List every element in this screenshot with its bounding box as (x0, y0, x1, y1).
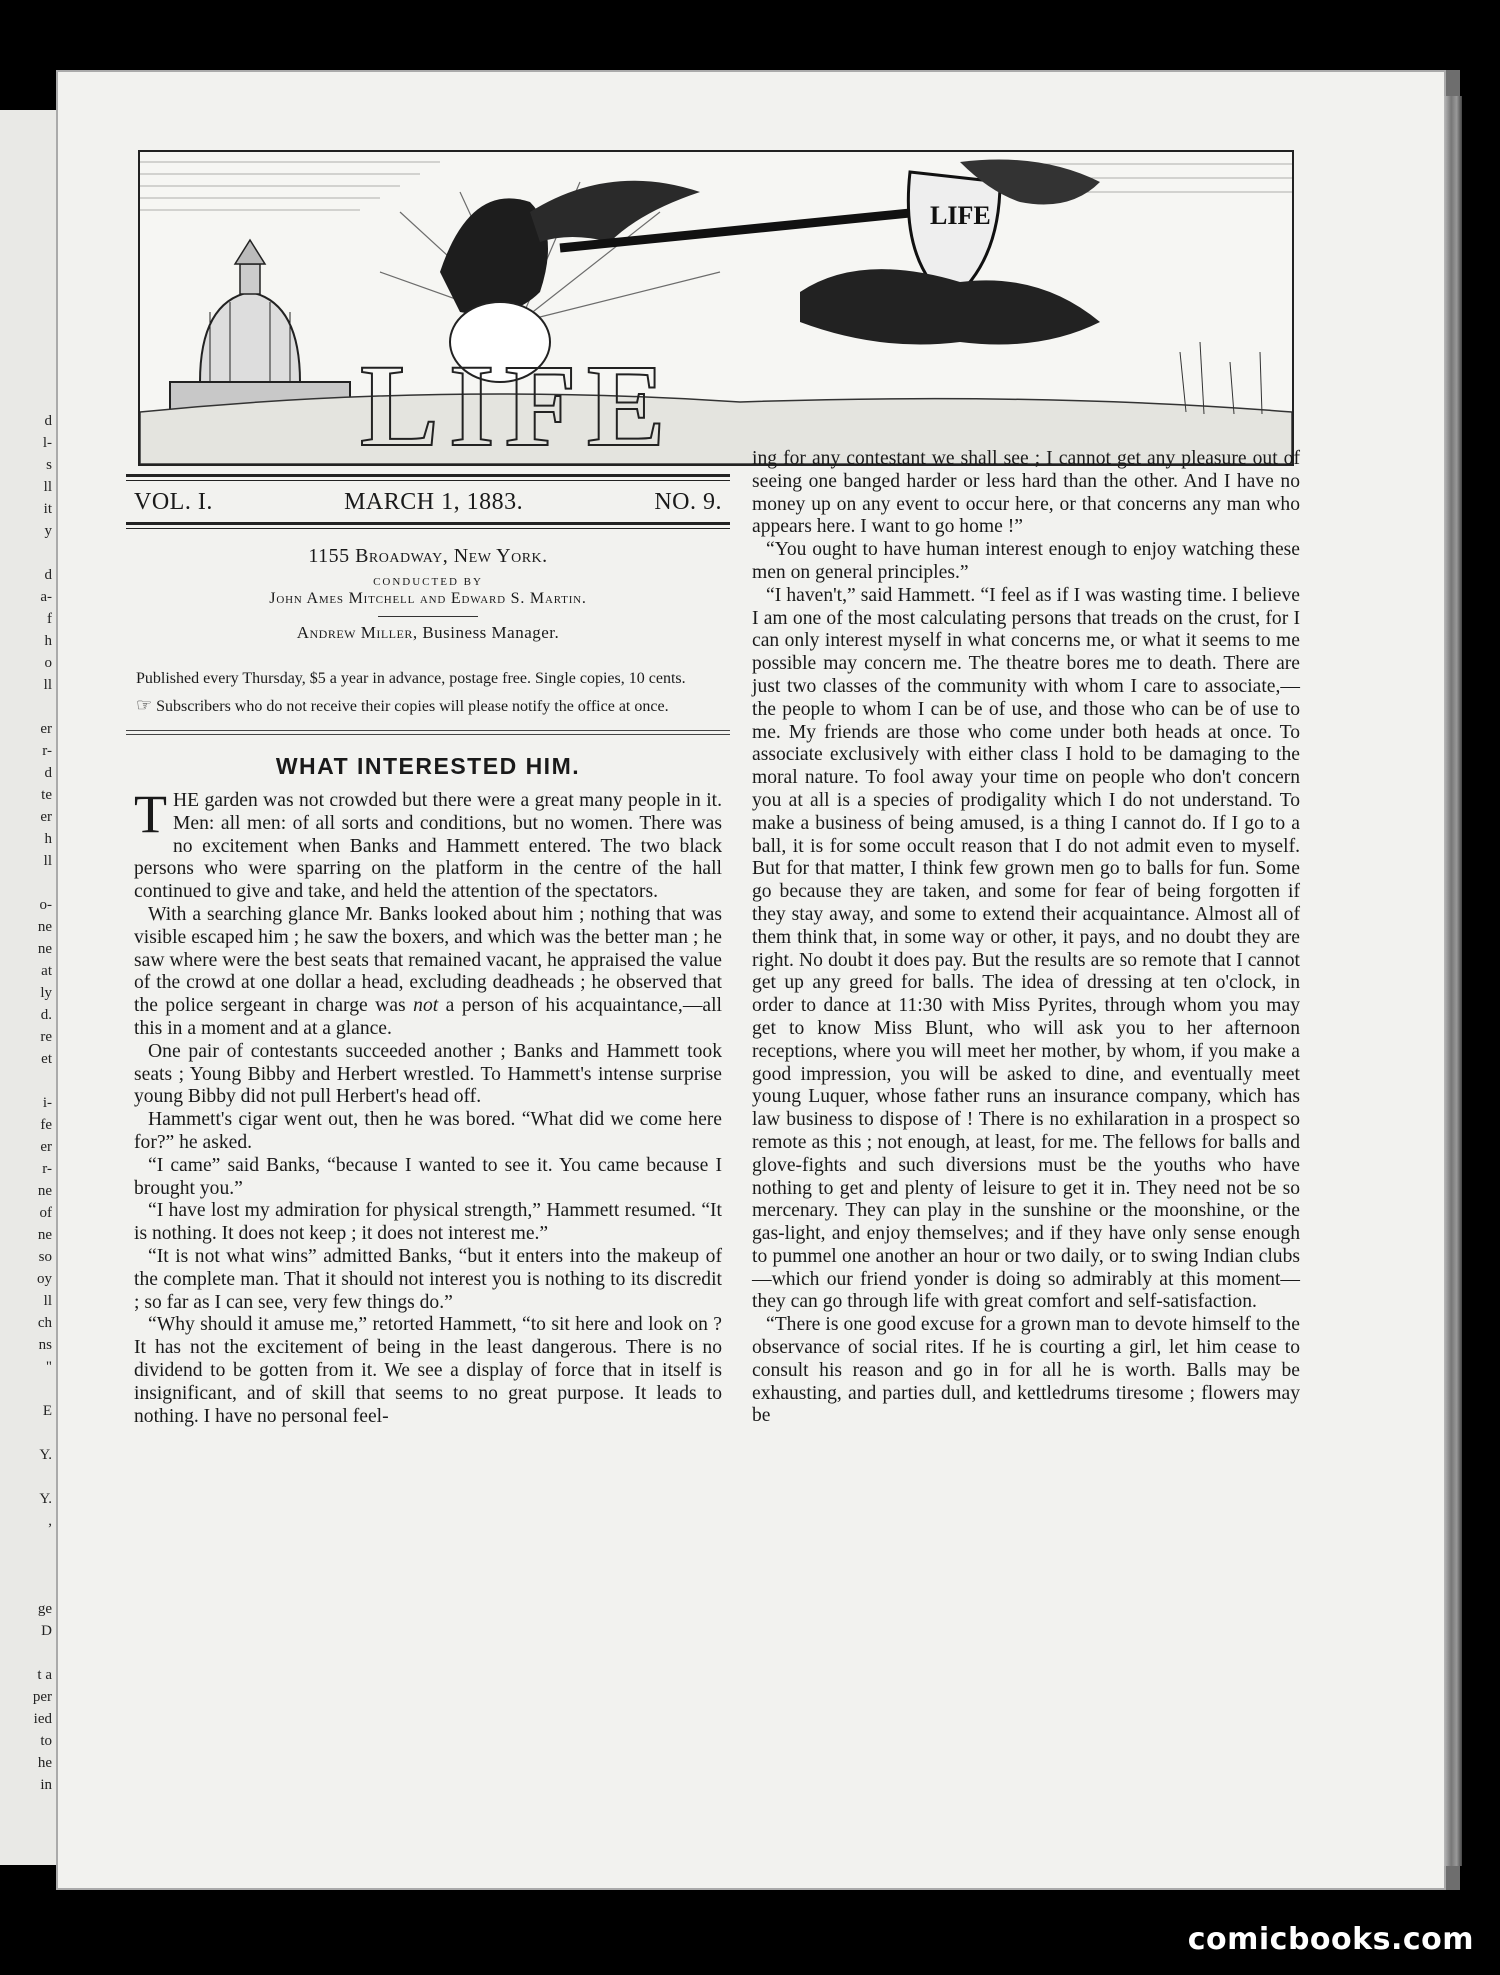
watermark: comicbooks.com (1187, 1922, 1474, 1957)
facing-page-fragment: ll (43, 1293, 52, 1309)
facing-page-fragment: d. (40, 1007, 52, 1023)
subscription-notice (136, 669, 720, 716)
page-stack-edge (1444, 96, 1462, 1866)
paragraph: THE garden was not crowded but there were a great many people in it. Men: all men: of all sorts and conditions, but no women. There was no excitement when Banks and Hammett entered. The two black persons who were sparring on the platform in the centre of the hall continued to give and take, and held the attention of the spectators. (134, 784, 722, 903)
paragraph: “There is one good excuse for a grown man to devote himself to the observance of social rites. If he is courting a girl, let him cease to consult his reason and go in for all he is worth. Balls may be exhausting, and parties dull, and kettledrums tiresome ; flowers may be (752, 1314, 1300, 1427)
article-body-right (752, 448, 1300, 1428)
business-manager (126, 623, 730, 643)
facing-page-fragment: to (40, 1733, 52, 1749)
facing-page-fragment: D (41, 1623, 52, 1639)
facing-page-fragment: ied (33, 1711, 52, 1727)
facing-page-fragment: ge (37, 1601, 52, 1617)
drop-cap: T (134, 784, 167, 844)
facing-page-fragment: oy (37, 1271, 52, 1287)
facing-page-fragment: so (38, 1249, 52, 1265)
facing-page-fragment: ll (43, 479, 52, 495)
issue-number: NO. 9. (654, 489, 722, 515)
facing-page-fragment: ns (38, 1337, 52, 1353)
facing-page-fragment: ly (40, 985, 52, 1001)
facing-page-fragment: d (44, 765, 52, 781)
paragraph: “I have lost my admiration for physical strength,” Hammett resumed. “It is nothing. It does not keep ; it does not interest me.” (134, 1200, 722, 1245)
publication-terms: Published every Thursday, $5 a year in advance, postage free. Single copies, 10 cents. (136, 670, 686, 687)
address: 1155 Broadway, New York. (308, 545, 548, 567)
facing-page-fragment: fe (40, 1117, 52, 1133)
issue-line (126, 481, 730, 522)
facing-page-fragment: h (44, 831, 52, 847)
rule (126, 474, 730, 481)
paragraph: “You ought to have human interest enough to enjoy watching these men on general principles.” (752, 539, 1300, 583)
facing-page-fragment: s (46, 457, 52, 473)
facing-page-fragment: f (47, 611, 52, 627)
facing-page-fragment: E (42, 1403, 52, 1419)
facing-page-fragment: l- (42, 435, 52, 451)
volume: VOL. I. (134, 489, 213, 515)
facing-page-fragment: d (44, 567, 52, 583)
issue-date: MARCH 1, 1883. (344, 489, 524, 515)
facing-page-fragment: d (44, 413, 52, 429)
rule (126, 522, 730, 529)
facing-page-fragment: y (44, 523, 52, 539)
facing-page-fragment: in (40, 1777, 52, 1793)
facing-page-fragment: ll (43, 853, 52, 869)
facing-page-fragment: ch (37, 1315, 52, 1331)
facing-page-fragment: ne (37, 941, 52, 957)
article-body-left (126, 784, 730, 1428)
facing-page-fragment: er (40, 809, 52, 825)
manager-title: Business Manager. (417, 623, 560, 642)
rule (126, 730, 730, 735)
facing-page-fragment: h (44, 633, 52, 649)
paragraph: With a searching glance Mr. Banks looked about him ; nothing that was visible escaped him ; he saw the boxers, and which was the better man ; he saw where were the best seats that remained vacant, he appraised the value of the crowd at one dollar a head, excluding deadheads ; he observed that the police sergeant in charge was not a person of his acquaintance,—all this in a moment and at a glance. (134, 903, 722, 1039)
masthead-illustration (138, 150, 1294, 466)
paragraph: “It is not what wins” admitted Banks, “but it enters into the makeup of the complete man. That it should not interest you is nothing to its discredit ; so far as I can see, very few things do.” (134, 1245, 722, 1313)
masthead-engraving (140, 152, 1292, 464)
facing-page-fragment: er (40, 1139, 52, 1155)
facing-page-fragment: i- (42, 1095, 52, 1111)
facing-page-fragment: et (41, 1051, 52, 1067)
facing-page-edge (0, 110, 58, 1865)
facing-page-fragment: " (45, 1359, 52, 1375)
facing-page-fragment: er (40, 721, 52, 737)
paragraph: ing for any contestant we shall see ; I cannot get any pleasure out of seeing one banged harder or less hard than the other. And I have no money up on any event to occur here, or that concerns any man who appears here. I want to go home !” (752, 448, 1300, 538)
facing-page-fragment: ne (37, 1183, 52, 1199)
facing-page-fragment: r- (42, 743, 52, 759)
facing-page-fragment: it (43, 501, 52, 517)
article-headline: WHAT INTERESTED HIM. (275, 753, 581, 779)
paragraph: One pair of contestants succeeded another ; Banks and Hammett took seats ; Young Bibby and Herbert wrestled. To Hammett's intense surprise young Bibby did not pull Herbert's head off. (134, 1040, 722, 1108)
facing-page-fragment: , (48, 1513, 52, 1529)
manager-name: Andrew Miller, (296, 623, 418, 642)
facing-page-fragment: re (40, 1029, 52, 1045)
paragraph: “I haven't,” said Hammett. “I feel as if I was wasting time. I believe I am one of the most calculating persons that treads on the crust, for I can only interest myself in what concerns me, or what it seems to me possible may concern me. The theatre bores me to death. There are just two classes of the community with whom I care to associate,—the people to whom I can be of use, and those who can be of use to me. My friends are those who come under both heads at once. To associate exclusively with either class I hold to be damaging to the moral nature. To fool away your time on people who don't concern you at all is a species of prodigality which I do not understand. To make a business of being amused, is a thing I cannot do. If I go to a ball, it is for some occult reason that I do not admit even to myself. But for that matter, I think few grown men go to balls for fun. Some go because they are taken, and some for fear of being forgotten if they stay away, and some to extend their acquaintance. Almost all of them think that, in some way or other, it pays, and no doubt they are right. No doubt it does pay. But the results are so remote that I cannot get up any greed for balls. The idea of dressing at ten o'clock, in order to dance at 11:30 with Miss Pyrites, through whom you may get to know Miss Blunt, who will ask you to her afternoon receptions, where you will meet her mother, by whom, if you make a good impression, you will be asked to dine, and eventually meet young Luquer, whose father runs an insurance company, which has law business to dispose of ! There is no exhilaration in a prospect so remote as this ; not enough, at least, for me. The fellows for balls and glove-fights and such diversions must be the youths who have nothing to get and plenty of leisure to get it in. They need not be so mercenary. They can play in the sunshine or the moonshine, or the gas-light, and enjoy themselves; and if they have only sense enough to pummel one another an hour or two daily, or to swing Indian clubs—which our friend yonder is doing so admirably at this moment—they can go through life with great comfort and self-satisfaction. (752, 584, 1300, 1313)
facing-page-fragment: a- (40, 589, 52, 605)
conducted-by: CONDUCTED BY (373, 576, 483, 588)
facing-page-fragment: at (41, 963, 52, 979)
paragraph: “I came” said Banks, “because I wanted to see it. You came because I brought you.” (134, 1154, 722, 1199)
pointing-hand-icon: ☞ (136, 695, 153, 715)
left-column (126, 474, 730, 1428)
facing-page-fragment: t a (37, 1667, 52, 1683)
facing-page-fragment: o (44, 655, 52, 671)
facing-page-fragment: o- (39, 897, 52, 913)
life-logo: LIFE (360, 340, 676, 466)
facing-page-fragment: ne (37, 1227, 52, 1243)
facing-page-fragment: Y. (39, 1447, 52, 1463)
facing-page-fragment: Y. (39, 1491, 52, 1507)
paragraph: “Why should it amuse me,” retorted Hammett, “to sit here and look on ? It has not the excitement of being in the least dangerous. There is no dividend to be gotten from it. We see a display of force that in itself is insignificant, and of skill that seems to no great purpose. It leads to nothing. I have no personal feel- (134, 1314, 722, 1427)
facing-page-fragment: per (32, 1689, 52, 1705)
paragraph: Hammett's cigar went out, then he was bored. “What did we come here for?” he asked. (134, 1109, 722, 1153)
facing-page-fragment: te (41, 787, 52, 803)
subscriber-notice: ☞ Subscribers who do not receive their copies will please notify the office at once. (136, 695, 669, 715)
facing-page-fragment: r- (42, 1161, 52, 1177)
rule (378, 616, 478, 617)
editors: John Ames Mitchell and Edward S. Martin. (269, 590, 587, 607)
facing-page-fragment: he (37, 1755, 52, 1771)
facing-page-fragment: ll (43, 677, 52, 693)
facing-page-fragment: ne (37, 919, 52, 935)
facing-page-fragment: of (39, 1205, 52, 1221)
svg-text:LIFE: LIFE (930, 201, 991, 230)
